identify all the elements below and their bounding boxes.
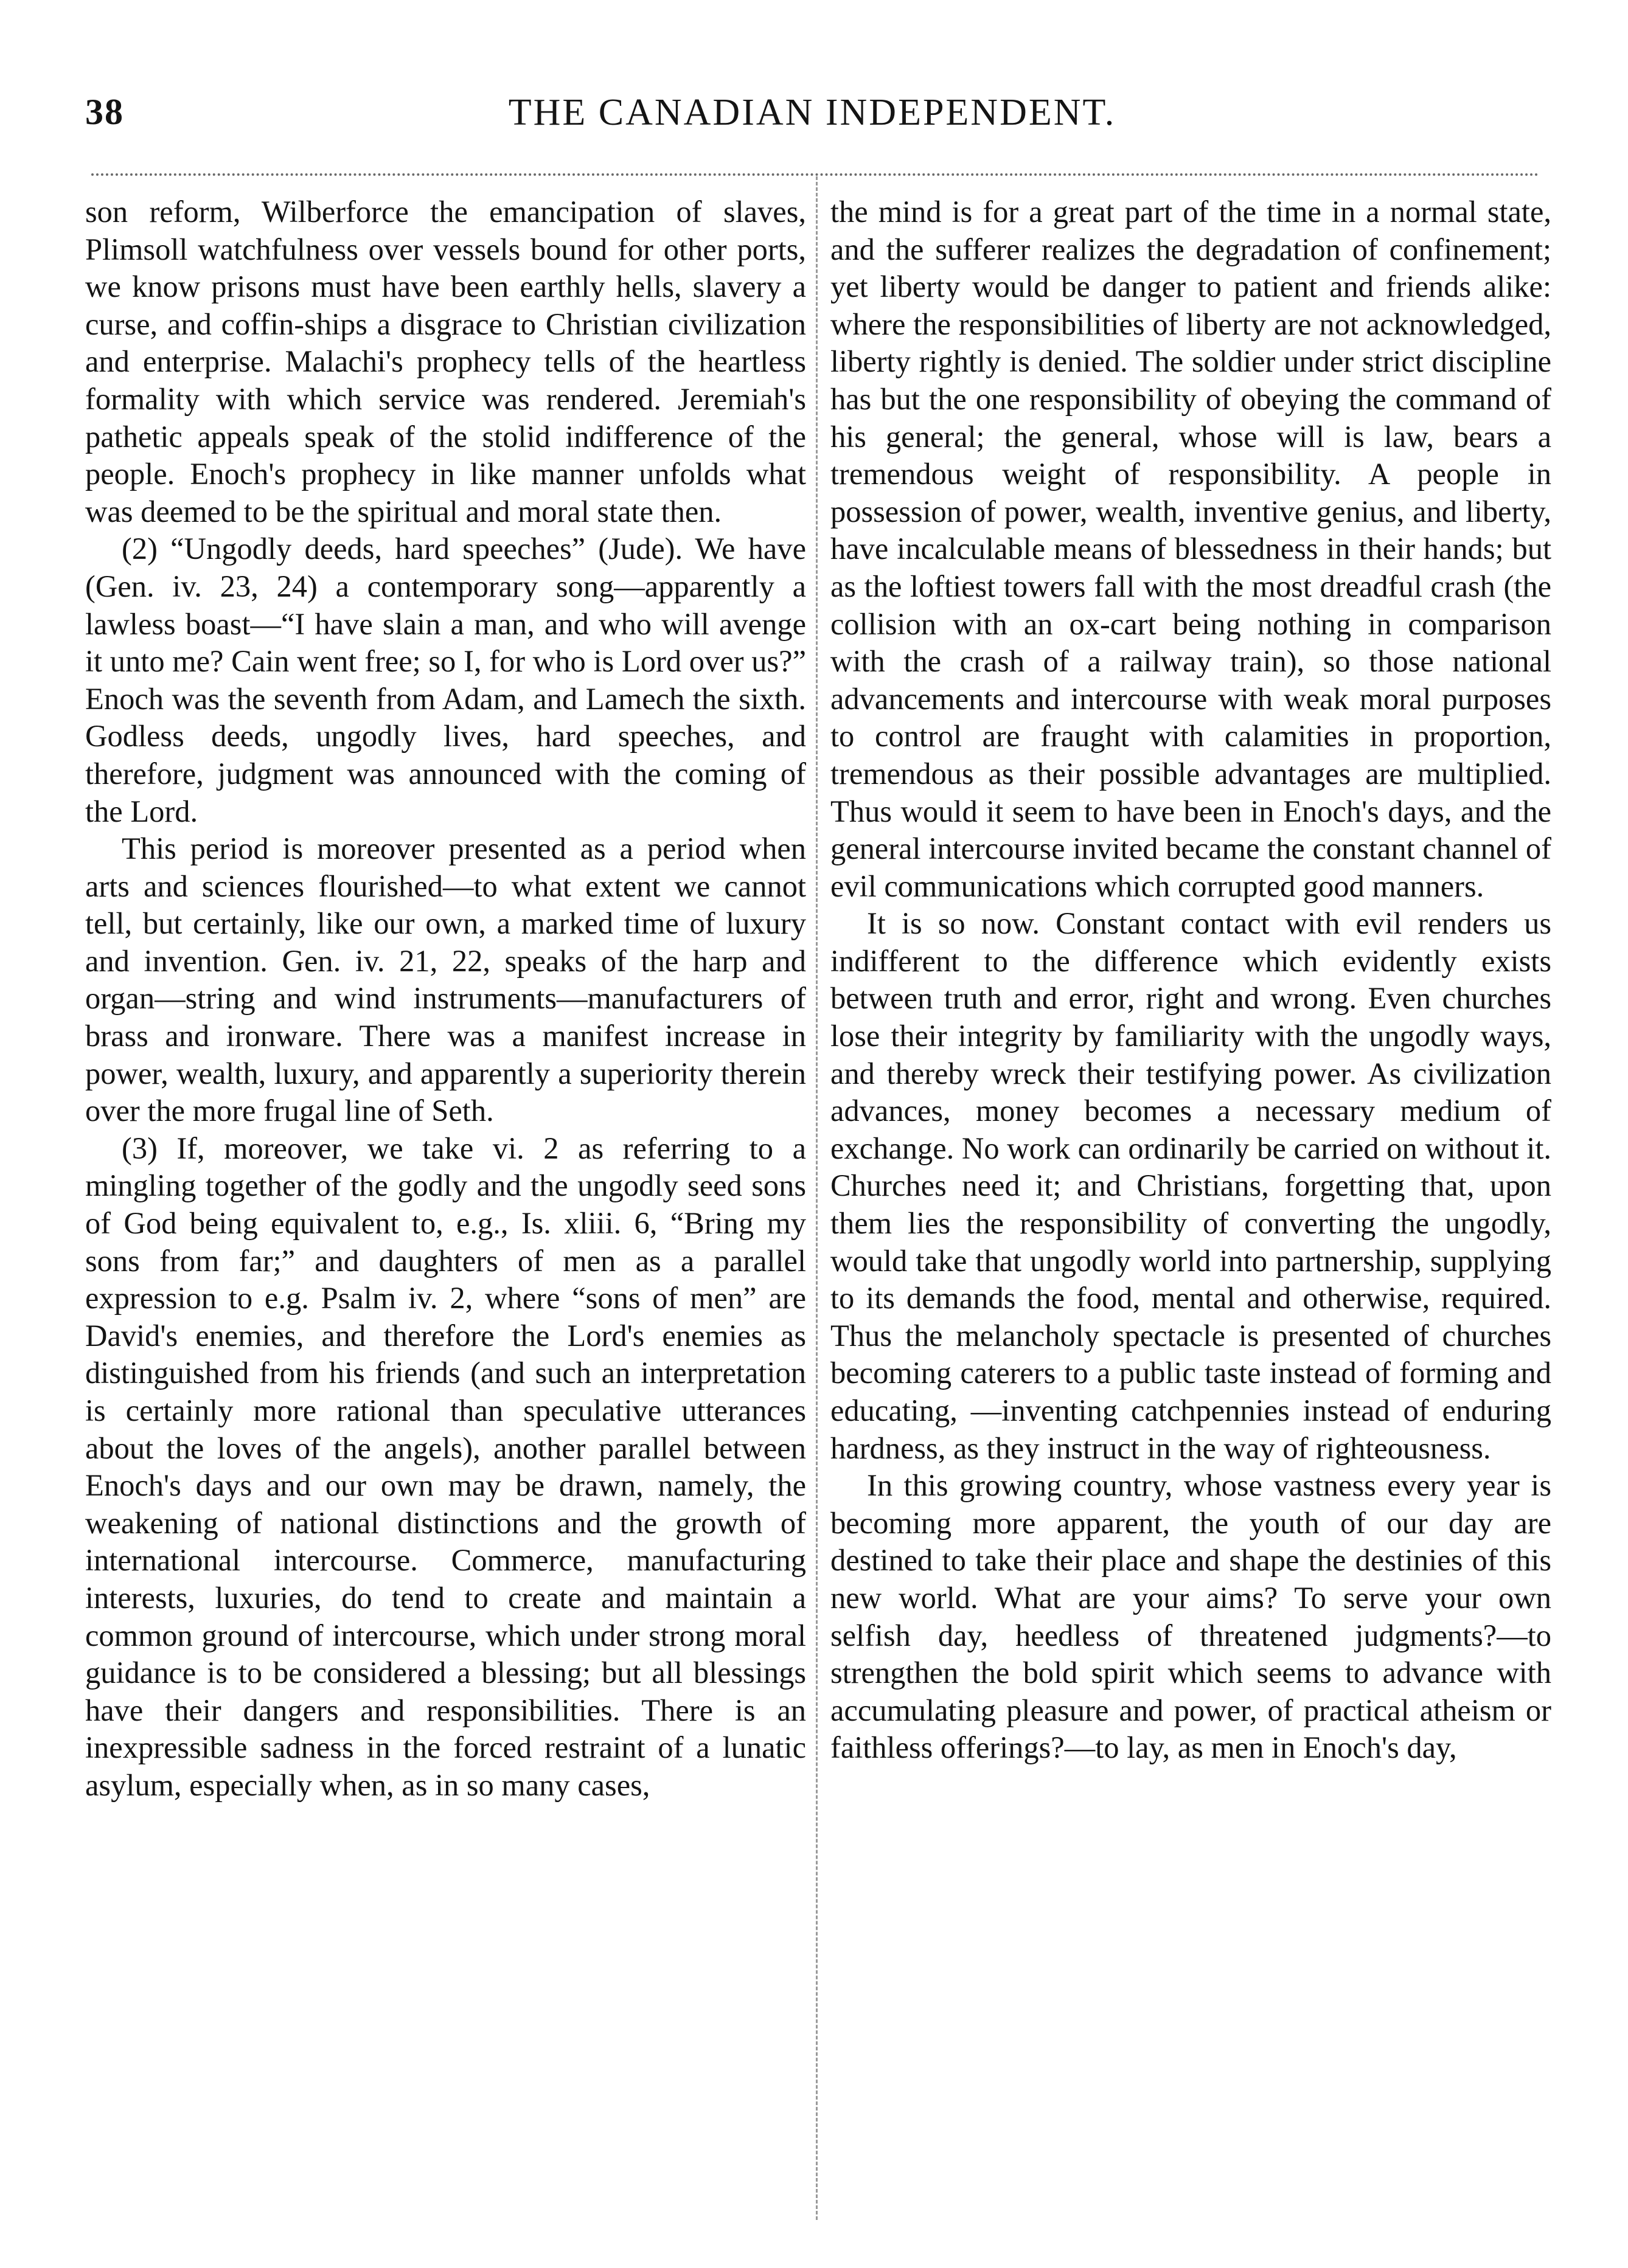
paragraph: (2) “Ungodly deeds, hard speeches” (Jude). We have (Gen. iv. 23, 24) a contemporary song—apparently a lawless boast—“I have slain a man, and who will avenge it unto me? Cain went free; so I, for who is Lord over us?” Enoch was the seventh from Adam, and Lamech the sixth. Godless deeds, ungodly lives, hard speeches, and therefore, judgment was announced with the coming of the Lord.: [85, 532, 806, 828]
left-column: [85, 193, 806, 1805]
page-number: 38: [85, 92, 124, 132]
running-title: THE CANADIAN INDEPENDENT.: [508, 92, 1116, 133]
right-column: [830, 193, 1551, 1767]
paragraph: the mind is for a great part of the time in a normal state, and the sufferer realizes the degradation of confinement; yet liberty would be danger to patient and friends alike: where the responsibilities of liberty are not acknowledged, liberty rightly is denied. The soldier under strict discipline has but the one responsibility of obeying the command of his general; the general, whose will is law, bears a tremendous weight of responsibility. A people in possession of power, wealth, inventive genius, and liberty, have incalculable means of blessedness in their hands; but as the loftiest towers fall with the most dreadful crash (the collision with an ox-cart being nothing in comparison with the crash of a railway train), so those national advancements and intercourse with weak moral purposes to control are fraught with calamities in proportion, tremendous as their possible advantages are multiplied. Thus would it seem to have been in Enoch's days, and the general intercourse invited became the constant channel of evil communications which corrupted good manners.: [830, 195, 1551, 903]
paragraph: This period is moreover presented as a period when arts and sciences flourished—to what extent we cannot tell, but certainly, like our own, a marked time of luxury and invention. Gen. iv. 21, 22, speaks of the harp and organ—string and wind instruments—manufacturers of brass and ironware. There was a manifest increase in power, wealth, luxury, and apparently a superiority therein over the more frugal line of Seth.: [85, 831, 806, 1128]
paragraph: It is so now. Constant contact with evil renders us indifferent to the difference which evidently exists between truth and error, right and wrong. Even churches lose their integrity by familiarity with the ungodly ways, and thereby wreck their testifying power. As civilization advances, money becomes a necessary medium of exchange. No work can ordinarily be carried on without it. Churches need it; and Christians, forgetting that, upon them lies the responsibility of converting the ungodly, would take that ungodly world into partnership, supplying to its demands the food, mental and otherwise, required. Thus the melancholy spectacle is presented of churches becoming caterers to a public taste instead of forming and educating, —inventing catchpennies instead of enduring hardness, as they instruct in the way of righteousness.: [830, 906, 1551, 1465]
paragraph: In this growing country, whose vastness every year is becoming more apparent, the youth of our day are destined to take their place and shape the destinies of this new world. What are your aims? To serve your own selfish day, heedless of threatened judgments?—to strengthen the bold spirit which seems to advance with accumulating pleasure and power, of practical atheism or faithless offerings?—to lay, as men in Enoch's day,: [830, 1468, 1551, 1765]
page-header: [85, 91, 1539, 146]
column-divider: [816, 176, 818, 2220]
paragraph: (3) If, moreover, we take vi. 2 as referring to a mingling together of the godly and the ungodly seed sons of God being equivalent to, e.g., Is. xliii. 6, “Bring my sons from far;” and daughters of men as a parallel expression to e.g. Psalm iv. 2, where “sons of men” are David's enemies, and therefore the Lord's enemies as distinguished from his friends (and such an interpretation is certainly more rational than speculative utterances about the loves of the angels), another parallel between Enoch's days and our own may be drawn, namely, the weakening of national distinctions and the growth of international intercourse. Commerce, manufacturing interests, luxuries, do tend to create and maintain a common ground of intercourse, which under strong moral guidance is to be considered a blessing; but all blessings have their dangers and responsibilities. There is an inexpressible sadness in the forced restraint of a lunatic asylum, especially when, as in so many cases,: [85, 1131, 806, 1802]
header-rule: [91, 173, 1539, 176]
paragraph: son reform, Wilberforce the emancipation of slaves, Plimsoll watchfulness over vessels bound for other ports, we know prisons must have been earthly hells, slavery a curse, and coffin-ships a disgrace to Christian civilization and enterprise. Malachi's prophecy tells of the heartless formality with which service was rendered. Jeremiah's pathetic appeals speak of the stolid indifference of the people. Enoch's prophecy in like manner unfolds what was deemed to be the spiritual and moral state then.: [85, 195, 806, 529]
